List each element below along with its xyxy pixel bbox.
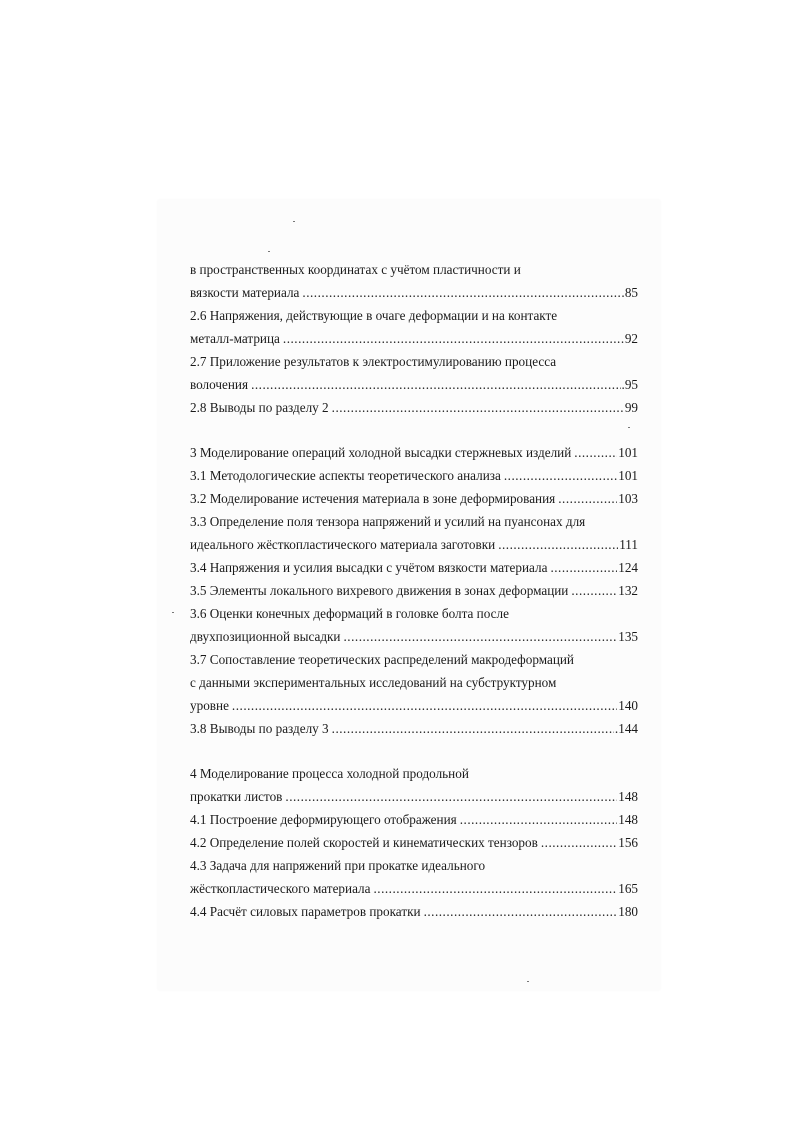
toc-leader-dots	[302, 281, 623, 304]
toc-title: в пространственных координатах с учётом пластичности и	[190, 262, 521, 277]
toc-title: прокатки листов	[190, 789, 283, 804]
toc-page-number: 148	[618, 789, 638, 804]
toc-entry	[190, 625, 638, 648]
section-gap	[190, 740, 638, 762]
toc-leader-dots	[504, 464, 617, 487]
toc-page-number: .144	[614, 721, 638, 736]
toc-entry	[190, 441, 638, 464]
toc-title: 2.7 Приложение результатов к электростимулированию процесса	[190, 354, 557, 369]
toc-title: 4.2 Определение полей скоростей и кинематических тензоров	[190, 835, 538, 850]
toc-page-number: 124	[618, 560, 638, 575]
toc-entry	[190, 785, 638, 808]
scan-speck	[527, 981, 529, 982]
toc-leader-dots	[232, 694, 617, 717]
toc-title: 4.4 Расчёт силовых параметров прокатки	[190, 904, 421, 919]
toc-title: 3.3 Определение поля тензора напряжений и усилий на пуансонах для	[190, 514, 586, 529]
toc-line	[190, 602, 638, 625]
toc-title: 4 Моделирование процесса холодной продольной	[190, 766, 469, 781]
toc-page-number: 135	[618, 629, 638, 644]
toc-title: 2.8 Выводы по разделу 2	[190, 400, 329, 415]
toc-page-number: 148	[618, 812, 638, 827]
toc-entry	[190, 717, 638, 740]
scan-speck	[293, 221, 295, 222]
toc-title: вязкости материала	[190, 285, 300, 300]
toc-page-number: 111	[619, 537, 638, 552]
toc-title: металл-матрица	[190, 331, 280, 346]
toc-entry	[190, 533, 638, 556]
toc-leader-dots	[550, 556, 617, 579]
toc-title: уровне	[190, 698, 229, 713]
toc-leader-dots	[344, 625, 618, 648]
toc-leader-dots	[283, 327, 624, 350]
toc-page-number: 103	[618, 491, 638, 506]
toc-entry	[190, 900, 638, 923]
section-gap	[190, 419, 638, 441]
toc-title: двухпозиционной высадки	[190, 629, 341, 644]
toc-entry	[190, 373, 638, 396]
toc-page-number: 180	[618, 904, 638, 919]
toc-line	[190, 258, 638, 281]
toc-leader-dots	[498, 533, 618, 556]
toc-leader-dots	[460, 808, 618, 831]
toc-page-number: 156	[618, 835, 638, 850]
toc-entry	[190, 327, 638, 350]
toc-leader-dots	[332, 717, 614, 740]
toc-title: 3.1 Методологические аспекты теоретического анализа	[190, 468, 501, 483]
toc-entry	[190, 694, 638, 717]
toc-entry	[190, 831, 638, 854]
toc-leader-dots	[541, 831, 617, 854]
toc-title: с данными экспериментальных исследований на субструктурном	[190, 675, 557, 690]
toc-page-number: 101	[618, 468, 638, 483]
toc-page-number: 101	[618, 445, 638, 460]
toc-page-number: 165	[618, 881, 638, 896]
toc-entry	[190, 808, 638, 831]
toc-leader-dots	[332, 396, 624, 419]
toc-page-number: 140	[618, 698, 638, 713]
toc-page-number: 92	[624, 331, 638, 346]
toc-leader-dots	[558, 487, 617, 510]
toc-title: 3 Моделирование операций холодной высадки стержневых изделий	[190, 445, 572, 460]
scan-speck	[172, 612, 174, 613]
toc-entry	[190, 281, 638, 304]
toc-leader-dots	[373, 877, 617, 900]
toc-entry	[190, 487, 638, 510]
toc-leader-dots	[285, 785, 617, 808]
toc-line	[190, 762, 638, 785]
toc-entry	[190, 579, 638, 602]
toc-entry	[190, 556, 638, 579]
toc-title: 2.6 Напряжения, действующие в очаге деформации и на контакте	[190, 308, 558, 323]
toc-title: идеального жёсткопластического материала заготовки	[190, 537, 496, 552]
toc-leader-dots	[571, 579, 617, 602]
toc-title: 3.2 Моделирование истечения материала в зоне деформирования	[190, 491, 556, 506]
toc-page-number: 99	[624, 400, 638, 415]
toc-title: жёсткопластического материала	[190, 881, 371, 896]
toc-line	[190, 350, 638, 373]
toc-line	[190, 510, 638, 533]
toc-line	[190, 854, 638, 877]
toc-leader-dots	[424, 900, 618, 923]
toc-line	[190, 671, 638, 694]
toc-page-number: 132	[618, 583, 638, 598]
toc-title: 4.3 Задача для напряжений при прокатке идеального	[190, 858, 486, 873]
toc-title: 3.5 Элементы локального вихревого движения в зонах деформации	[190, 583, 569, 598]
toc-title: волочения	[190, 377, 249, 392]
toc-title: 3.8 Выводы по разделу 3	[190, 721, 329, 736]
toc-title: 3.4 Напряжения и усилия высадки с учётом вязкости материала	[190, 560, 548, 575]
toc-line	[190, 304, 638, 327]
toc-page-number: .95	[621, 377, 638, 392]
toc-title: 3.6 Оценки конечных деформаций в головке болта после	[190, 606, 509, 621]
toc-title: 3.7 Сопоставление теоретических распределений макродеформаций	[190, 652, 574, 667]
toc-entry	[190, 396, 638, 419]
toc-entry	[190, 464, 638, 487]
toc-title: 4.1 Построение деформирующего отображения	[190, 812, 457, 827]
toc-line	[190, 648, 638, 671]
toc-page-number: 85	[624, 285, 638, 300]
scan-speck	[268, 251, 270, 252]
toc-leader-dots	[251, 373, 620, 396]
table-of-contents	[190, 258, 638, 923]
toc-leader-dots	[574, 441, 617, 464]
toc-entry	[190, 877, 638, 900]
